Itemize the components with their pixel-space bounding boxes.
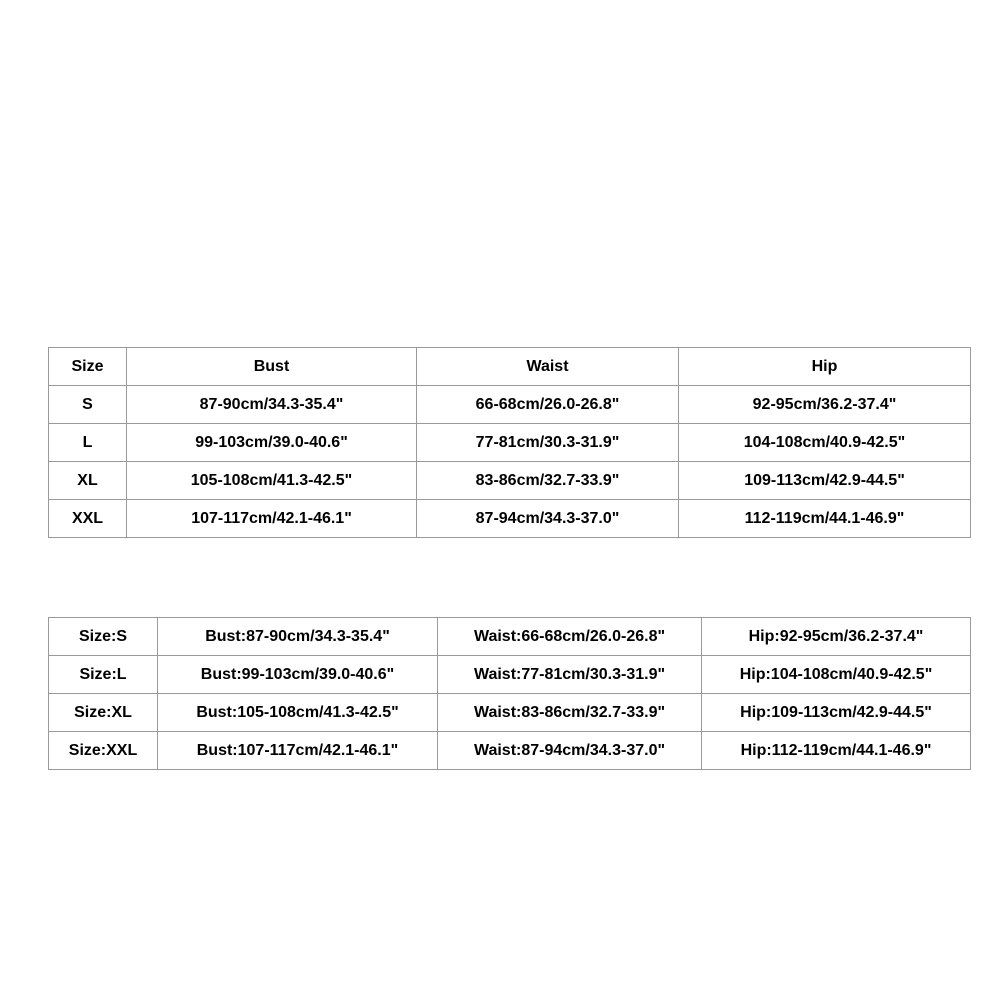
bust-cell: Bust:105-108cm/41.3-42.5" — [158, 694, 438, 732]
size-chart-table — [48, 347, 971, 538]
size-cell: Size:XL — [49, 694, 158, 732]
size-cell: XXL — [49, 500, 127, 538]
table-row — [49, 618, 971, 656]
table-row — [49, 656, 971, 694]
size-cell: XL — [49, 462, 127, 500]
waist-cell: 77-81cm/30.3-31.9" — [417, 424, 679, 462]
size-cell: Size:XXL — [49, 732, 158, 770]
size-cell: S — [49, 386, 127, 424]
bust-cell: 99-103cm/39.0-40.6" — [127, 424, 417, 462]
table-row — [49, 424, 971, 462]
waist-cell: Waist:87-94cm/34.3-37.0" — [438, 732, 702, 770]
size-cell: Size:S — [49, 618, 158, 656]
header-cell-waist: Waist — [417, 348, 679, 386]
header-cell-size: Size — [49, 348, 127, 386]
bust-cell: Bust:107-117cm/42.1-46.1" — [158, 732, 438, 770]
bust-cell: 105-108cm/41.3-42.5" — [127, 462, 417, 500]
hip-cell: 104-108cm/40.9-42.5" — [679, 424, 971, 462]
table-row — [49, 732, 971, 770]
size-cell: Size:L — [49, 656, 158, 694]
size-cell: L — [49, 424, 127, 462]
table-row — [49, 694, 971, 732]
waist-cell: 87-94cm/34.3-37.0" — [417, 500, 679, 538]
bust-cell: Bust:87-90cm/34.3-35.4" — [158, 618, 438, 656]
size-list-table — [48, 617, 971, 770]
waist-cell: Waist:83-86cm/32.7-33.9" — [438, 694, 702, 732]
waist-cell: Waist:66-68cm/26.0-26.8" — [438, 618, 702, 656]
hip-cell: 112-119cm/44.1-46.9" — [679, 500, 971, 538]
hip-cell: 109-113cm/42.9-44.5" — [679, 462, 971, 500]
table-row — [49, 386, 971, 424]
waist-cell: Waist:77-81cm/30.3-31.9" — [438, 656, 702, 694]
bust-cell: 87-90cm/34.3-35.4" — [127, 386, 417, 424]
waist-cell: 66-68cm/26.0-26.8" — [417, 386, 679, 424]
bust-cell: 107-117cm/42.1-46.1" — [127, 500, 417, 538]
hip-cell: Hip:109-113cm/42.9-44.5" — [702, 694, 971, 732]
table-row — [49, 462, 971, 500]
waist-cell: 83-86cm/32.7-33.9" — [417, 462, 679, 500]
bust-cell: Bust:99-103cm/39.0-40.6" — [158, 656, 438, 694]
hip-cell: Hip:112-119cm/44.1-46.9" — [702, 732, 971, 770]
hip-cell: Hip:104-108cm/40.9-42.5" — [702, 656, 971, 694]
hip-cell: Hip:92-95cm/36.2-37.4" — [702, 618, 971, 656]
table-header-row — [49, 348, 971, 386]
hip-cell: 92-95cm/36.2-37.4" — [679, 386, 971, 424]
header-cell-bust: Bust — [127, 348, 417, 386]
table-row — [49, 500, 971, 538]
header-cell-hip: Hip — [679, 348, 971, 386]
